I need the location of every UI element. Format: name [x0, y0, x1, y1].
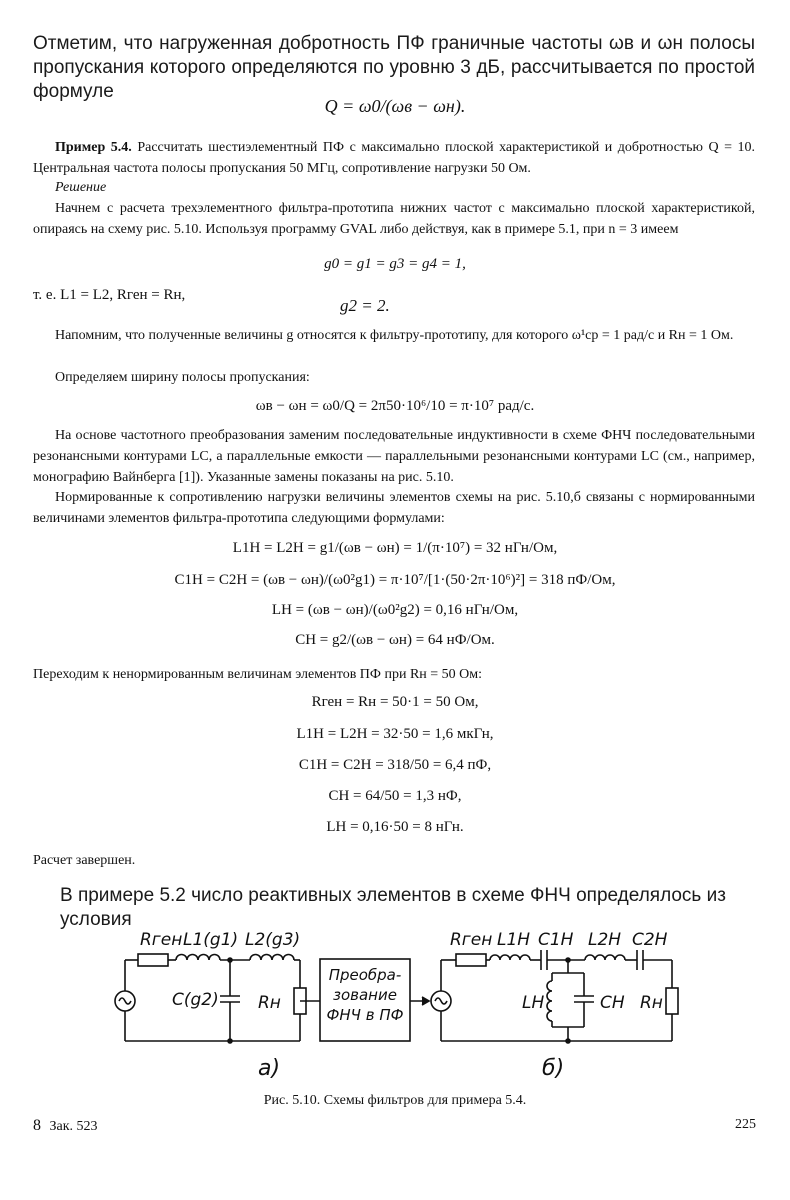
example-text: Рассчитать шестиэлементный ПФ с максимально плоской характеристикой и добротностью Q = 10. Центральная частота полосы пропускания 50 МГц, сопротивление нагрузки 50 Ом. — [33, 140, 756, 176]
eq-real-3: C1H = C2H = 318/50 = 6,4 пФ, — [298, 757, 492, 773]
box-line-2: зование — [333, 986, 397, 1004]
formula-q: Q = ω0/(ωв − ωн). — [324, 96, 466, 116]
outro-text: В примере 5.2 число реактивных элементов в схеме ФНЧ определялось из условия — [60, 885, 726, 930]
eq-real-4: CH = 64/50 = 1,3 нФ, — [328, 788, 462, 804]
label-l2h-b: L2H — [588, 930, 622, 950]
footer-signature — [33, 1117, 98, 1135]
eq-real-5: LH = 0,16·50 = 8 нГн. — [326, 819, 464, 835]
eq-l-r-equal: т. е. L1 = L2, Rген = Rн, — [33, 287, 186, 303]
solution-heading: Решение — [55, 180, 107, 195]
eq-norm-4: CH = g2/(ωв − ωн) = 64 нФ/Ом. — [295, 632, 495, 648]
rgen-resistor-b — [456, 954, 486, 966]
eq-norm-2: C1H = C2H = (ωв − ωн)/(ω0²g1) = π·10⁷/[1·(50·2π·10⁶)²] = 318 пФ/Ом, — [174, 572, 616, 588]
inductor-l2h-b — [585, 955, 625, 960]
calculation-done: Расчет завершен. — [33, 853, 136, 868]
page-number: 225 — [735, 1117, 756, 1132]
eq-norm-1: L1H = L2H = g1/(ωв − ωн) = 1/(π·10⁷) = 32 нГн/Ом, — [232, 540, 558, 556]
label-lh-b: LH — [522, 993, 545, 1013]
figure-caption: Рис. 5.10. Схемы фильтров для примера 5.4. — [263, 1093, 527, 1108]
label-l1h-b: L1H — [497, 930, 531, 950]
label-rn-a: Rн — [258, 993, 281, 1013]
rgen-resistor-a — [138, 954, 168, 966]
label-ch-b: CH — [600, 993, 625, 1013]
label-c2h-b: C2H — [632, 930, 668, 950]
box-line-3: ФНЧ в ПФ — [326, 1006, 404, 1024]
eq-g2: g2 = 2. — [340, 296, 390, 315]
figure-5-10 — [0, 915, 790, 1090]
inductor-lh-b — [547, 981, 552, 1021]
paragraph-4: На основе частотного преобразования заменим последовательные индуктивности в схеме ФНЧ последовательными резонансными контурами LC, а параллельные емкости — параллельными резонансными контурами LC (см., например, монографию Вайнберга [1]). Указанные замены показаны на рис. 5.10. — [33, 428, 755, 485]
label-c1h-b: C1H — [538, 930, 574, 950]
paragraph-3: Определяем ширину полосы пропускания: — [55, 370, 310, 385]
paragraph-5: Нормированные к сопротивлению нагрузки величины элементов схемы на рис. 5.10,б связаны с нормированными величинами элементов фильтра-прототипа следующими формулами: — [33, 490, 755, 526]
inductor-l1h-b — [490, 955, 530, 960]
paragraph-6: Переходим к ненормированным величинам элементов ПФ при Rн = 50 Ом: — [33, 667, 483, 682]
label-rgen-b: Rген — [450, 930, 493, 950]
label-l1-a: L1(g1) — [183, 930, 239, 950]
eq-bandwidth: ωв − ωн = ω0/Q = 2π50·10⁶/10 = π·10⁷ рад/с. — [255, 398, 535, 414]
eq-real-1: Rген = Rн = 50·1 = 50 Ом, — [311, 694, 479, 710]
inductor-l2-a — [250, 955, 294, 961]
example-label: Пример 5.4. — [55, 140, 132, 155]
paragraph-2: Напомним, что полученные величины g относятся к фильтру-прототипу, для которого ω¹ср = 1 рад/с и Rн = 1 Ом. — [55, 328, 734, 343]
example-statement — [33, 137, 755, 179]
inductor-l1-a — [176, 955, 220, 961]
eq-g-values: g0 = g1 = g3 = g4 = 1, — [324, 256, 466, 272]
footer-sheet: 8 — [33, 1117, 41, 1134]
label-tag-b: б) — [542, 1056, 565, 1081]
eq-real-2: L1H = L2H = 32·50 = 1,6 мкГн, — [296, 726, 494, 742]
label-l2-a: L2(g3) — [245, 930, 301, 950]
box-line-1: Преобра- — [328, 966, 402, 984]
eq-norm-3: LH = (ωв − ωн)/(ω0²g2) = 0,16 нГн/Ом, — [271, 602, 519, 618]
label-c-a: C(g2) — [172, 990, 219, 1010]
label-rgen-a: Rген — [140, 930, 183, 950]
rn-resistor-b — [666, 988, 678, 1014]
intro-paragraph: Отметим, что нагруженная добротность ПФ граничные частоты ωв и ωн полосы пропускания которого определяются по уровню 3 дБ, рассчитывается по простой формуле — [33, 33, 755, 102]
footer-order: Зак. 523 — [49, 1119, 98, 1134]
label-tag-a: а) — [258, 1056, 281, 1081]
paragraph-1: Начнем с расчета трехэлементного фильтра-прототипа нижних частот с максимально плоской характеристикой, опираясь на схему рис. 5.10. Используя программу GVAL либо действуя, как в примере 5.1, при n = 3 имеем — [33, 201, 755, 237]
label-rn-b: Rн — [640, 993, 663, 1013]
